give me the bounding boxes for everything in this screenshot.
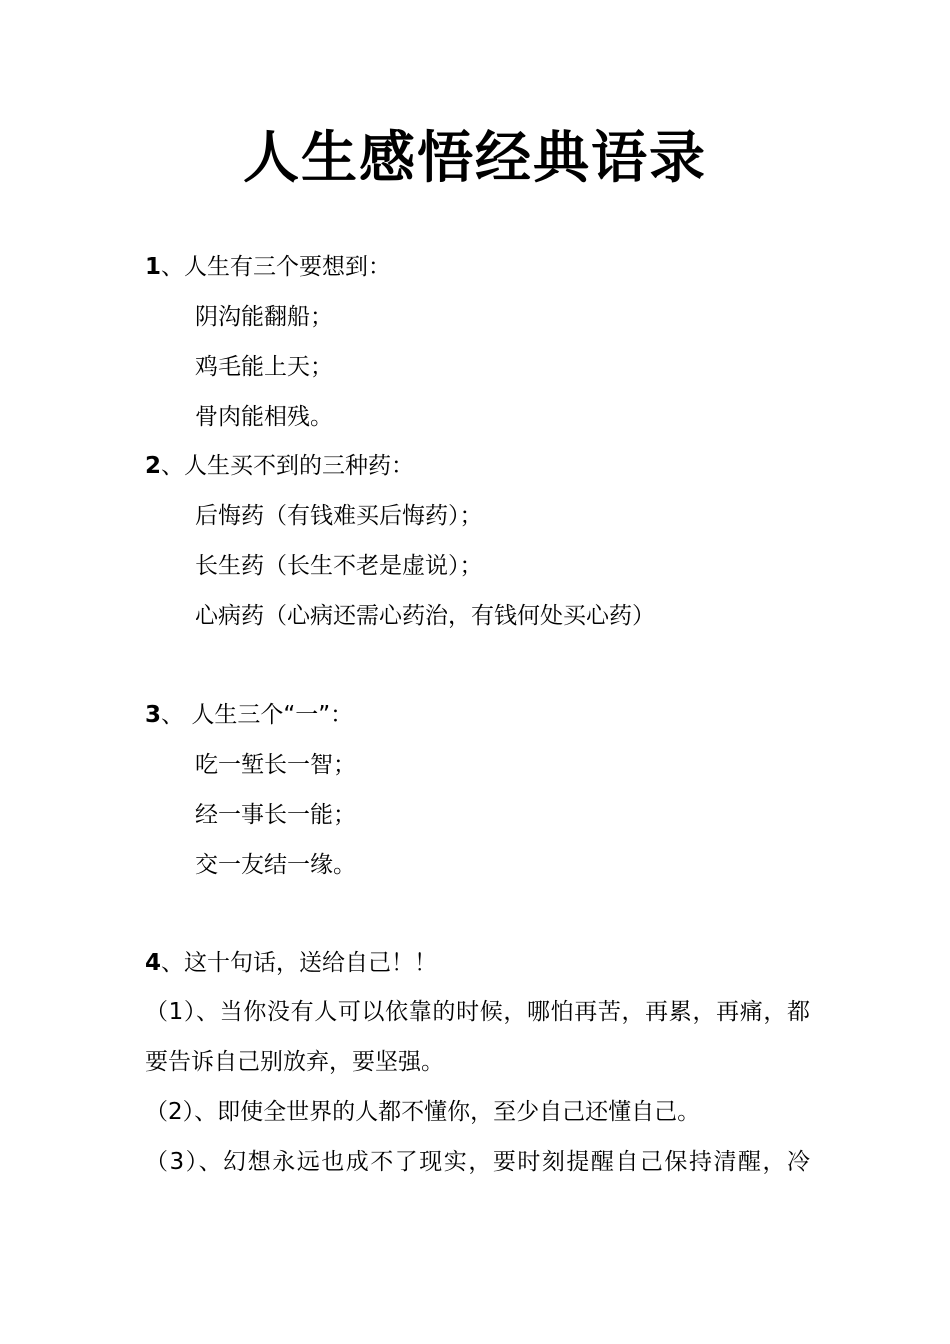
paragraph-line: （3）、幻想永远也成不了现实，要时刻提醒自己保持清醒，冷: [145, 1149, 810, 1175]
section-number: 3: [145, 702, 162, 728]
section-number: 1: [145, 254, 162, 280]
list-item: 骨肉能相残。: [195, 404, 333, 430]
section-4-heading: [145, 948, 437, 978]
document-title: 人生感悟经典语录: [243, 125, 707, 191]
section-3-heading: [145, 700, 353, 730]
section-2-heading: [145, 451, 414, 481]
paragraph-line: 要告诉自己别放弃，要坚强。: [145, 1049, 444, 1075]
section-heading-text: 、人生买不到的三种药：: [161, 453, 415, 479]
list-item: 后悔药（有钱难买后悔药）；: [195, 503, 483, 529]
paragraph-line: （2）、即使全世界的人都不懂你，至少自己还懂自己。: [145, 1099, 701, 1125]
section-number: 2: [145, 453, 162, 479]
list-item: 阴沟能翻船；: [195, 304, 333, 330]
section-heading-text: 、这十句话，送给自己！！: [161, 950, 438, 976]
section-heading-text: 、 人生三个“一”：: [161, 702, 354, 728]
list-item: 鸡毛能上天；: [195, 354, 333, 380]
list-item: 交一友结一缘。: [195, 852, 356, 878]
list-item: 长生药（长生不老是虚说）；: [195, 553, 483, 579]
list-item: 吃一堑长一智；: [195, 752, 356, 778]
list-item: 心病药（心病还需心药治，有钱何处买心药）: [195, 603, 655, 629]
list-item: 经一事长一能；: [195, 802, 356, 828]
section-number: 4: [145, 950, 162, 976]
section-heading-text: 、人生有三个要想到：: [161, 254, 392, 280]
section-1-heading: [145, 252, 391, 282]
paragraph-line: （1）、当你没有人可以依靠的时候，哪怕再苦，再累，再痛，都: [145, 999, 810, 1025]
